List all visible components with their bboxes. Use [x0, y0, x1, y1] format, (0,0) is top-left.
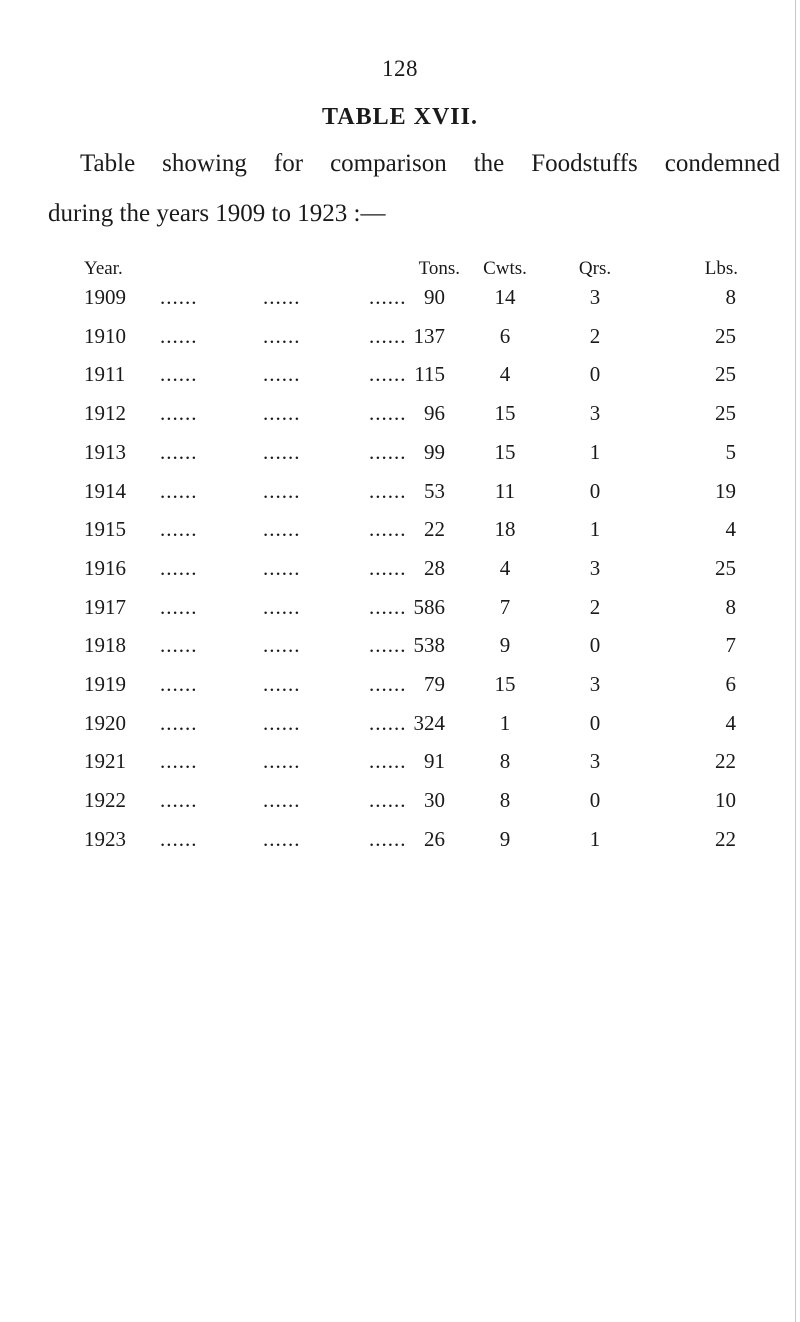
cell-lbs: 25 [715, 556, 736, 580]
cell-cwts: 18 [494, 517, 516, 541]
intro-line-1 [80, 150, 780, 178]
leader-dots: ...... [369, 401, 407, 425]
leader-dots: ...... [369, 827, 407, 851]
cell-lbs: 19 [715, 479, 736, 503]
cell-qrs: 0 [589, 633, 601, 657]
cell-cwts: 14 [494, 285, 516, 309]
leader-dots: ...... [263, 517, 301, 541]
cell-tons: 96 [424, 401, 445, 425]
cell-tons: 26 [424, 827, 445, 851]
page-number: 128 [382, 56, 418, 81]
cell-qrs: 3 [589, 672, 601, 696]
cell-tons: 79 [424, 672, 445, 696]
cell-lbs: 6 [725, 672, 736, 696]
intro-word: condemned [664, 150, 780, 177]
leader-dots: ...... [160, 285, 198, 309]
cell-qrs: 3 [589, 401, 601, 425]
cell-year: 1910 [84, 324, 126, 348]
intro-word: Foodstuffs [531, 150, 638, 177]
leader-dots: ...... [369, 440, 407, 464]
leader-dots: ...... [369, 788, 407, 812]
leader-dots: ...... [369, 749, 407, 773]
cell-cwts: 6 [499, 324, 511, 348]
cell-lbs: 10 [715, 788, 736, 812]
leader-dots: ...... [160, 711, 198, 735]
cell-tons: 22 [424, 517, 445, 541]
cell-qrs: 3 [589, 285, 601, 309]
cell-year: 1923 [84, 827, 126, 851]
leader-dots: ...... [369, 595, 407, 619]
leader-dots: ...... [263, 440, 301, 464]
cell-qrs: 3 [589, 749, 601, 773]
leader-dots: ...... [263, 595, 301, 619]
cell-cwts: 15 [494, 440, 516, 464]
leader-dots: ...... [160, 595, 198, 619]
cell-cwts: 8 [499, 749, 511, 773]
cell-year: 1916 [84, 556, 126, 580]
cell-year: 1915 [84, 517, 126, 541]
header-qrs: Qrs. [578, 258, 612, 279]
leader-dots: ...... [160, 479, 198, 503]
intro-word: the [473, 150, 505, 177]
leader-dots: ...... [263, 788, 301, 812]
leader-dots: ...... [369, 324, 407, 348]
leader-dots: ...... [263, 556, 301, 580]
cell-tons: 115 [414, 362, 445, 386]
cell-qrs: 1 [589, 517, 601, 541]
leader-dots: ...... [369, 711, 407, 735]
leader-dots: ...... [369, 479, 407, 503]
leader-dots: ...... [160, 440, 198, 464]
leader-dots: ...... [263, 324, 301, 348]
header-lbs: Lbs. [704, 258, 738, 279]
leader-dots: ...... [263, 401, 301, 425]
cell-qrs: 0 [589, 479, 601, 503]
cell-cwts: 4 [499, 362, 511, 386]
intro-word: for [273, 150, 304, 177]
cell-lbs: 7 [725, 633, 736, 657]
page-edge-line [795, 0, 796, 1322]
intro-line-2: during the years 1909 to 1923 :— [48, 200, 386, 227]
intro-word: Table [80, 150, 136, 177]
cell-year: 1911 [84, 362, 126, 386]
intro-word: comparison [330, 150, 447, 177]
leader-dots: ...... [369, 362, 407, 386]
leader-dots: ...... [160, 324, 198, 348]
cell-year: 1922 [84, 788, 126, 812]
leader-dots: ...... [369, 285, 407, 309]
cell-year: 1920 [84, 711, 126, 735]
leader-dots: ...... [160, 672, 198, 696]
leader-dots: ...... [160, 556, 198, 580]
cell-year: 1917 [84, 595, 126, 619]
cell-tons: 324 [413, 711, 445, 735]
leader-dots: ...... [263, 285, 301, 309]
cell-qrs: 2 [589, 324, 601, 348]
leader-dots: ...... [160, 362, 198, 386]
cell-year: 1921 [84, 749, 126, 773]
cell-tons: 99 [424, 440, 445, 464]
leader-dots: ...... [160, 827, 198, 851]
cell-qrs: 3 [589, 556, 601, 580]
cell-qrs: 0 [589, 711, 601, 735]
cell-cwts: 7 [499, 595, 511, 619]
cell-lbs: 25 [715, 401, 736, 425]
cell-tons: 538 [413, 633, 445, 657]
leader-dots: ...... [160, 788, 198, 812]
cell-cwts: 15 [494, 401, 516, 425]
header-tons: Tons. [418, 258, 460, 279]
cell-lbs: 8 [725, 595, 736, 619]
cell-tons: 90 [424, 285, 445, 309]
cell-lbs: 8 [725, 285, 736, 309]
cell-cwts: 8 [499, 788, 511, 812]
leader-dots: ...... [263, 672, 301, 696]
leader-dots: ...... [160, 749, 198, 773]
cell-lbs: 25 [715, 362, 736, 386]
cell-lbs: 22 [715, 827, 736, 851]
header-year: Year. [84, 258, 123, 279]
cell-qrs: 0 [589, 362, 601, 386]
cell-qrs: 0 [589, 788, 601, 812]
cell-tons: 53 [424, 479, 445, 503]
cell-tons: 30 [424, 788, 445, 812]
cell-qrs: 1 [589, 827, 601, 851]
table-title: TABLE XVII. [322, 104, 478, 130]
cell-tons: 91 [424, 749, 445, 773]
cell-year: 1919 [84, 672, 126, 696]
cell-lbs: 4 [725, 517, 736, 541]
cell-cwts: 9 [499, 827, 511, 851]
cell-lbs: 25 [715, 324, 736, 348]
cell-lbs: 22 [715, 749, 736, 773]
cell-cwts: 11 [494, 479, 516, 503]
leader-dots: ...... [263, 362, 301, 386]
cell-year: 1914 [84, 479, 126, 503]
cell-cwts: 4 [499, 556, 511, 580]
cell-qrs: 2 [589, 595, 601, 619]
leader-dots: ...... [263, 827, 301, 851]
cell-cwts: 15 [494, 672, 516, 696]
cell-cwts: 1 [499, 711, 511, 735]
leader-dots: ...... [160, 633, 198, 657]
cell-lbs: 4 [725, 711, 736, 735]
leader-dots: ...... [369, 672, 407, 696]
leader-dots: ...... [263, 479, 301, 503]
cell-year: 1912 [84, 401, 126, 425]
cell-tons: 586 [413, 595, 445, 619]
cell-cwts: 9 [499, 633, 511, 657]
cell-lbs: 5 [725, 440, 736, 464]
intro-word: showing [162, 150, 247, 177]
leader-dots: ...... [160, 517, 198, 541]
header-cwts: Cwts. [483, 258, 527, 279]
leader-dots: ...... [369, 556, 407, 580]
cell-tons: 137 [413, 324, 445, 348]
cell-year: 1918 [84, 633, 126, 657]
leader-dots: ...... [263, 711, 301, 735]
cell-year: 1913 [84, 440, 126, 464]
cell-qrs: 1 [589, 440, 601, 464]
leader-dots: ...... [369, 633, 407, 657]
leader-dots: ...... [263, 633, 301, 657]
leader-dots: ...... [263, 749, 301, 773]
leader-dots: ...... [160, 401, 198, 425]
leader-dots: ...... [369, 517, 407, 541]
cell-tons: 28 [424, 556, 445, 580]
cell-year: 1909 [84, 285, 126, 309]
